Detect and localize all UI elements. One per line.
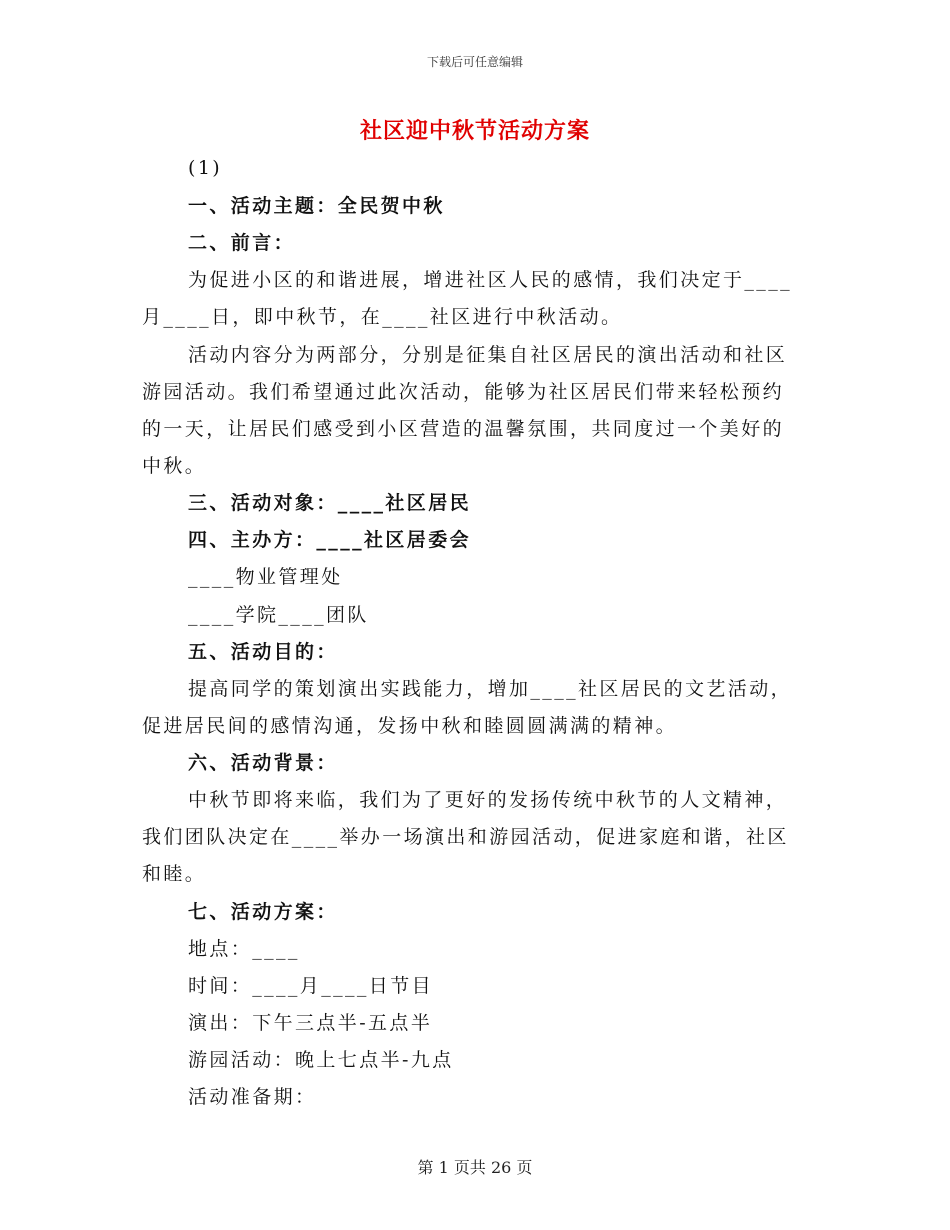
paragraph-line: 活动内容分为两部分，分别是征集自社区居民的演出活动和社区 [188, 344, 788, 366]
page-header-note: 下载后可任意编辑 [426, 55, 523, 69]
plan-garden-activity: 游园活动：晚上七点半-九点 [188, 1049, 454, 1071]
paragraph-line: 的一天，让居民们感受到小区营造的温馨氛围，共同度过一个美好的 [142, 418, 785, 440]
organizer-line: ____学院____团队 [188, 604, 369, 626]
page-footer-page-number: 第 1 页共 26 页 [417, 1158, 533, 1177]
paragraph-line: 促进居民间的感情沟通，发扬中秋和睦圆圆满满的精神。 [142, 715, 678, 737]
plan-preparation: 活动准备期： [188, 1086, 317, 1108]
paragraph-line: 和睦。 [142, 863, 207, 885]
document-title: 社区迎中秋节活动方案 [359, 118, 590, 144]
heading-plan: 七、活动方案： [188, 901, 338, 923]
heading-theme: 一、活动主题：全民贺中秋 [188, 195, 445, 217]
heading-purpose: 五、活动目的： [188, 641, 338, 663]
paragraph-line: 为促进小区的和谐进展，增进社区人民的感情，我们决定于____ [188, 269, 793, 291]
organizer-line: ____物业管理处 [188, 566, 343, 588]
paragraph-line: 我们团队决定在____举办一场演出和游园活动，促进家庭和谐，社区 [142, 826, 789, 848]
heading-audience: 三、活动对象：____社区居民 [188, 492, 472, 514]
paragraph-line: 月____日，即中秋节，在____社区进行中秋活动。 [142, 306, 623, 328]
plan-performance: 演出：下午三点半-五点半 [188, 1012, 433, 1034]
plan-time: 时间：____月____日节目 [188, 975, 434, 997]
paragraph-line: 提高同学的策划演出实践能力，增加____社区居民的文艺活动， [188, 678, 793, 700]
paragraph-line: 中秋。 [142, 455, 207, 477]
heading-preface: 二、前言： [188, 232, 296, 254]
heading-organizer: 四、主办方：____社区居委会 [188, 529, 472, 551]
heading-background: 六、活动背景： [188, 752, 338, 774]
paragraph-line: 游园活动。我们希望通过此次活动，能够为社区居民们带来轻松预约 [142, 381, 785, 403]
section-number: (1) [188, 157, 223, 179]
plan-location: 地点：____ [188, 938, 300, 960]
paragraph-line: 中秋节即将来临，我们为了更好的发扬传统中秋节的人文精神， [188, 789, 788, 811]
